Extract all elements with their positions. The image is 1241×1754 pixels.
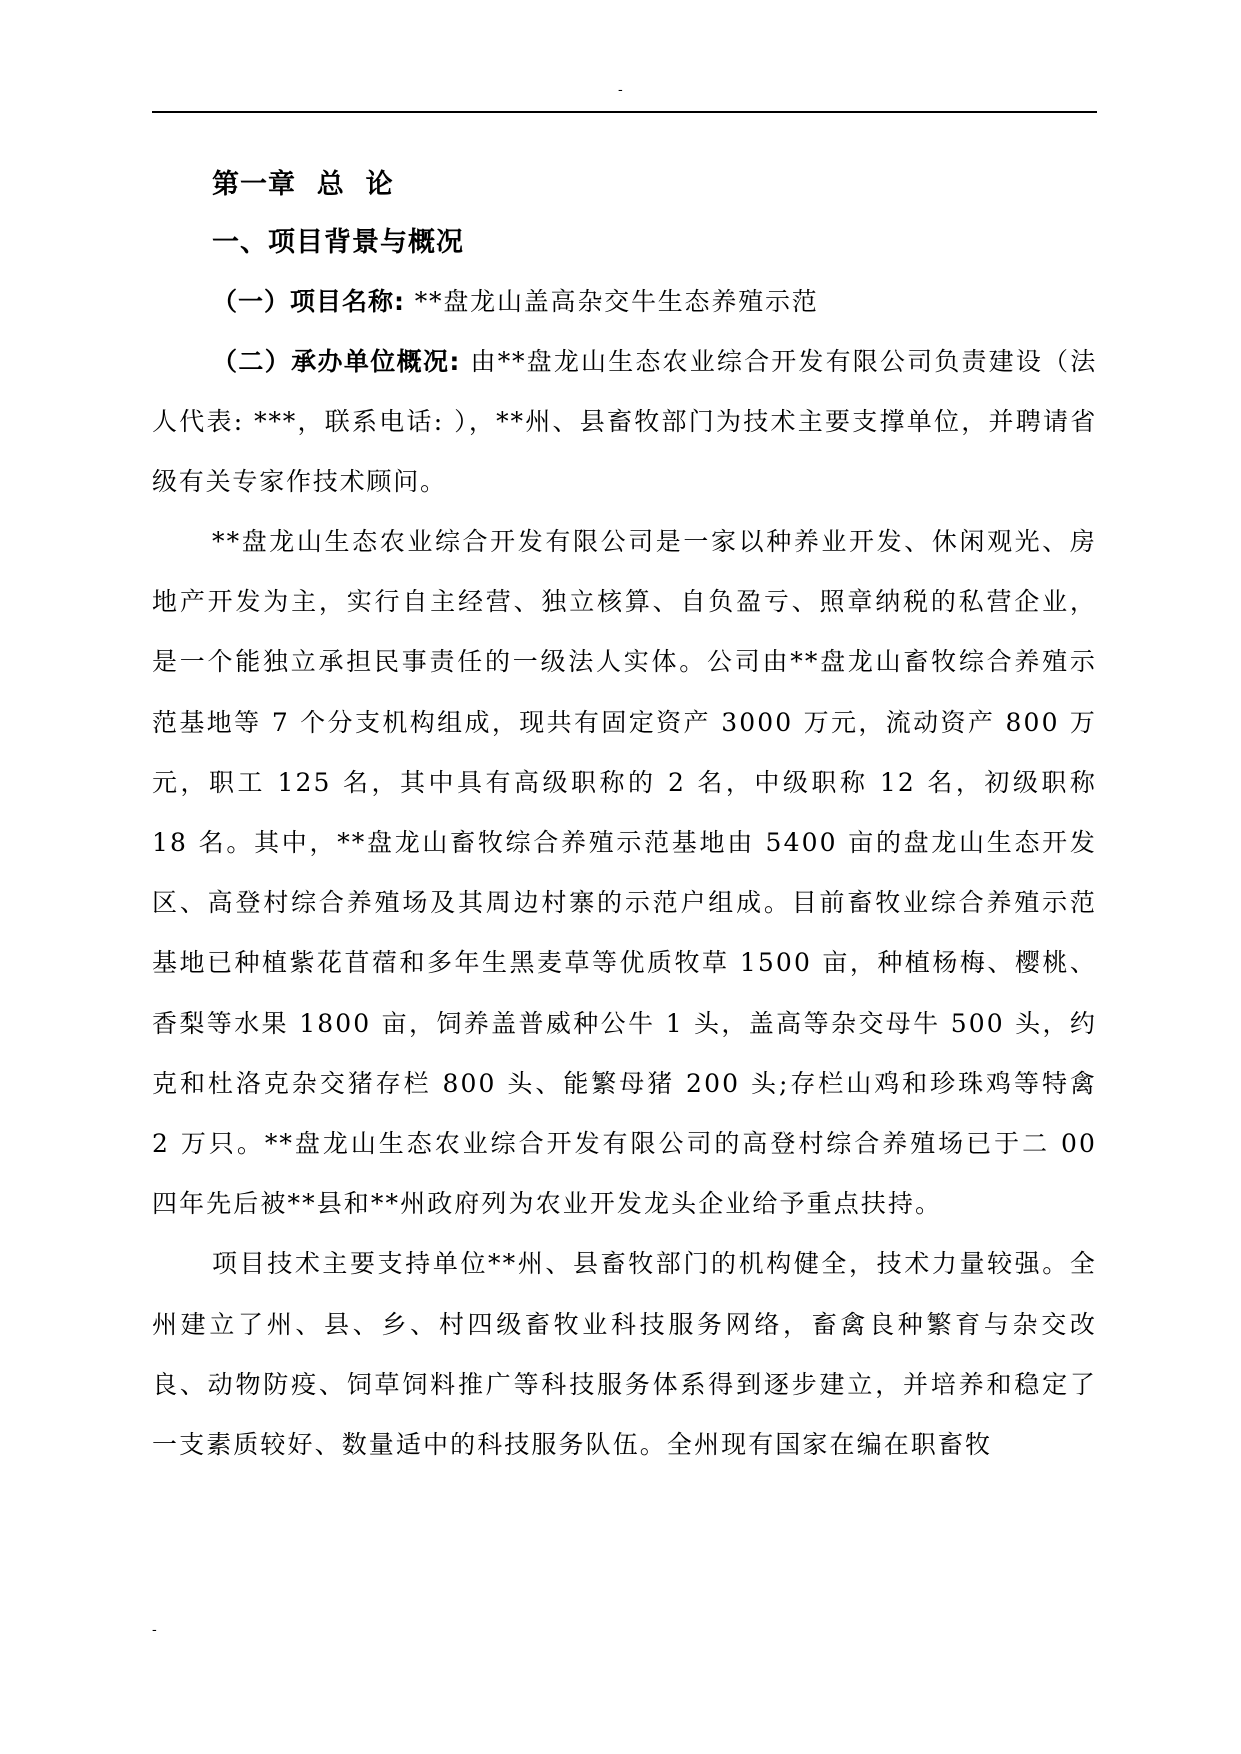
project-name-value: **盘龙山盖高杂交牛生态养殖示范 [405, 287, 819, 316]
project-name-item [152, 272, 1097, 332]
section-title: 一、项目背景与概况 [212, 227, 464, 258]
organizer-overview-item [152, 332, 1097, 512]
project-name-label: （一）项目名称: [212, 287, 405, 316]
organizer-overview-label: （二）承办单位概况: [212, 347, 461, 376]
header-mark: - [618, 82, 623, 98]
document-body [152, 156, 1097, 1475]
chapter-title: 第一章 总 论 [212, 169, 394, 200]
organizer-overview-text: 由**盘龙山生态农业综合开发有限公司负责建设（法人代表: ***，联系电话: ），**州、县畜牧部门为技术主要支撑单位，并聘请省级有关专家作技术顾问。 [152, 347, 1097, 496]
company-overview-paragraph: **盘龙山生态农业综合开发有限公司是一家以种养业开发、休闲观光、房地产开发为主，实行自主经营、独立核算、自负盈亏、照章纳税的私营企业，是一个能独立承担民事责任的一级法人实体。公司由**盘龙山畜牧综合养殖示范基地等 7 个分支机构组成，现共有固定资产 3000 万元，流动资产 800 万元，职工 125 名，其中具有高级职称的 2 名，中级职称 12 名，初级职称 18 名。其中，**盘龙山畜牧综合养殖示范基地由 5400 亩的盘龙山生态开发区、高登村综合养殖场及其周边村寨的示范户组成。目前畜牧业综合养殖示范基地已种植紫花苜蓿和多年生黑麦草等优质牧草 1500 亩，种植杨梅、樱桃、香梨等水果 1800 亩，饲养盖普威种公牛 1 头，盖高等杂交母牛 500 头，约克和杜洛克杂交猪存栏 800 头、能繁母猪 200 头;存栏山鸡和珍珠鸡等特禽 2 万只。**盘龙山生态农业综合开发有限公司的高登村综合养殖场已于二 00 四年先后被**县和**州政府列为农业开发龙头企业给予重点扶持。 [152, 527, 1097, 1219]
footer-mark: - [152, 1622, 157, 1638]
header-rule [152, 111, 1097, 113]
technical-support-paragraph: 项目技术主要支持单位**州、县畜牧部门的机构健全，技术力量较强。全州建立了州、县、乡、村四级畜牧业科技服务网络，畜禽良种繁育与杂交改良、动物防疫、饲草饲料推广等科技服务体系得到逐步建立，并培养和稳定了一支素质较好、数量适中的科技服务队伍。全州现有国家在编在职畜牧 [152, 1249, 1097, 1460]
